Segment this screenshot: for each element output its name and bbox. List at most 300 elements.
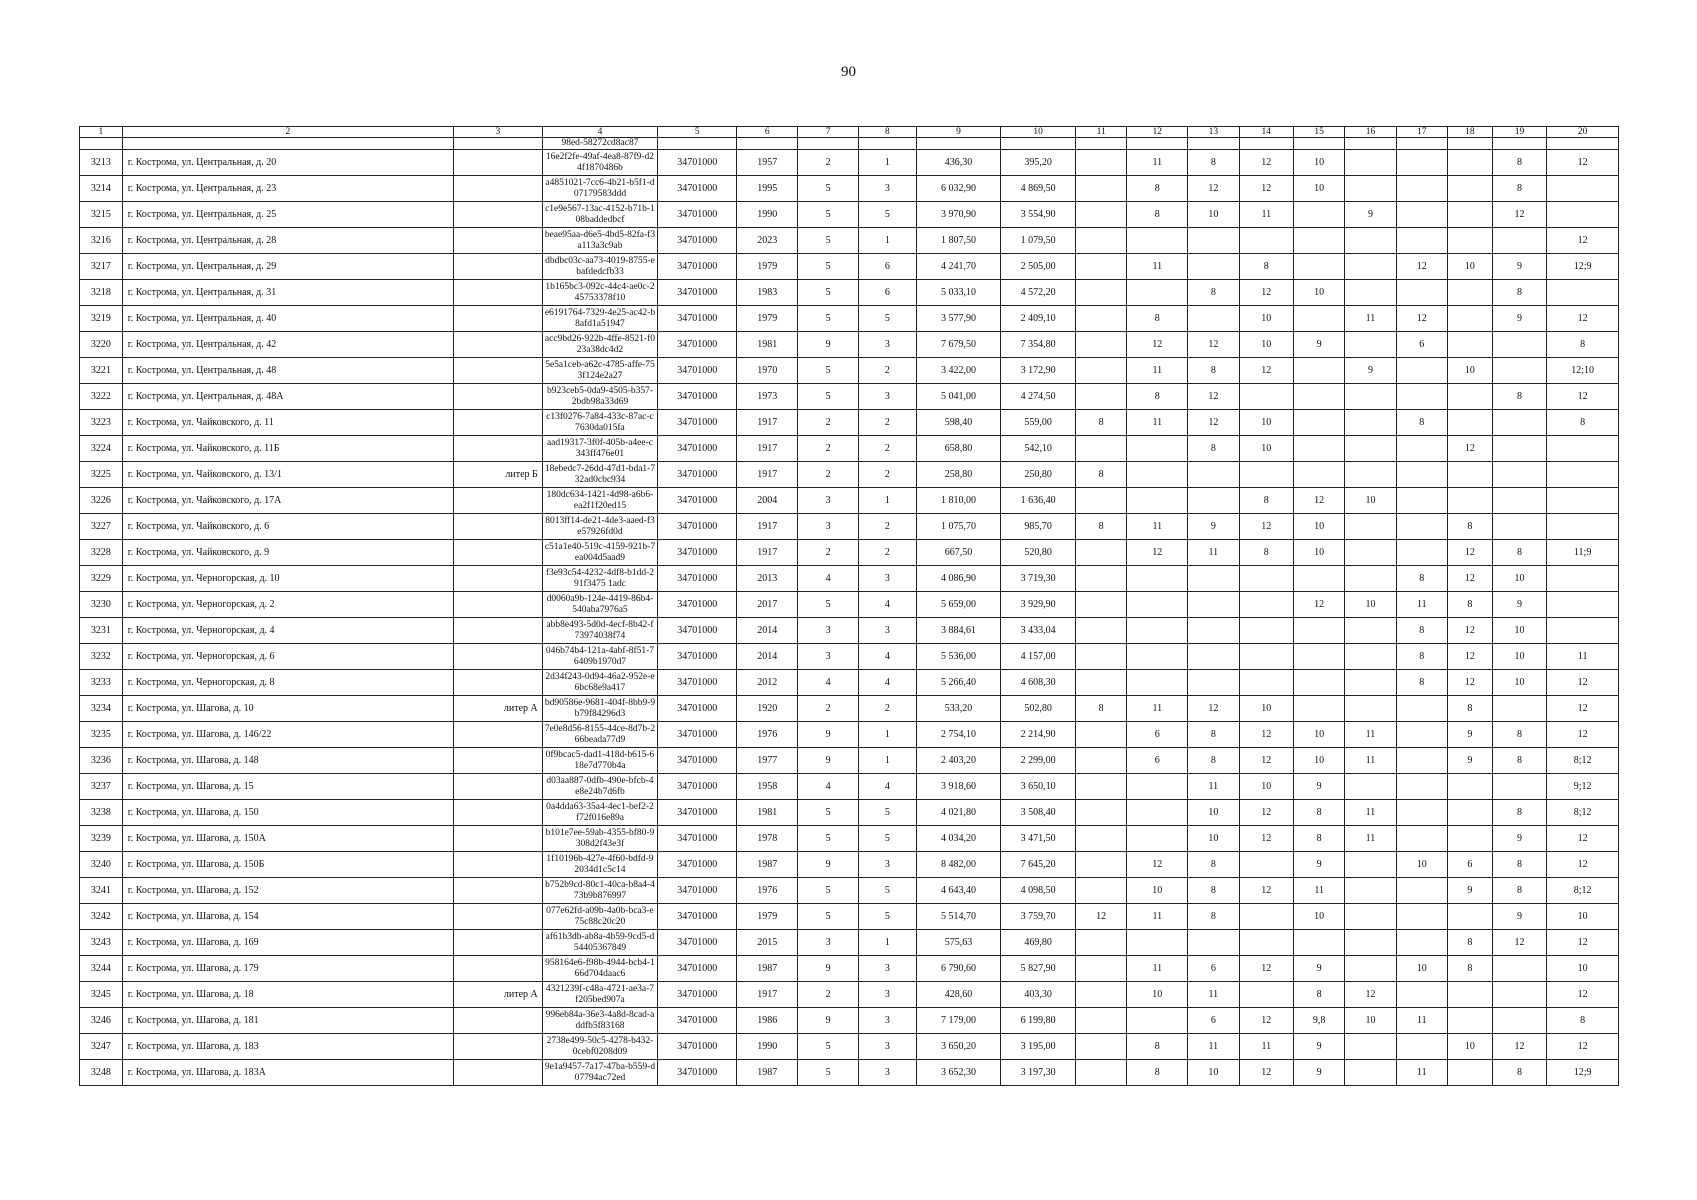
cell-col-11 <box>1076 1008 1127 1034</box>
cell-col-6: 1987 <box>737 1060 798 1086</box>
cell-col-5: 34701000 <box>658 306 737 332</box>
cell-col-2: г. Кострома, ул. Центральная, д. 40 <box>122 306 453 332</box>
cell-col-1: 3226 <box>80 488 123 514</box>
cell-col-17: 11 <box>1396 1008 1447 1034</box>
cell-col-8: 2 <box>859 514 917 540</box>
cell-col-15 <box>1294 462 1345 488</box>
cell-col-14: 12 <box>1239 280 1294 306</box>
cell-col-15: 9 <box>1294 332 1345 358</box>
cell-col-10: 2 214,90 <box>1001 722 1076 748</box>
cell-col-14: 10 <box>1239 774 1294 800</box>
cell-col-7: 5 <box>798 1060 859 1086</box>
cell-col-6: 2023 <box>737 228 798 254</box>
cell-col-18: 6 <box>1447 852 1492 878</box>
cell-col-16 <box>1345 150 1396 176</box>
cell-col-3 <box>454 904 543 930</box>
cell-col-6: 1917 <box>737 410 798 436</box>
cell-col-12: 12 <box>1127 852 1188 878</box>
cell-col-7: 9 <box>798 852 859 878</box>
cell-col-4: b101e7ee-59ab-4355-bf80-9308d2f43e3f <box>542 826 657 852</box>
cell-col-4: 0a4dda63-35a4-4ec1-bef2-2f72f016e89a <box>542 800 657 826</box>
cell-col-11 <box>1076 644 1127 670</box>
cell-col-4: c51a1e40-519c-4159-921b-7ea004d5aad9 <box>542 540 657 566</box>
cell-col-12 <box>1127 670 1188 696</box>
cell-col-6: 1917 <box>737 514 798 540</box>
cell-col-3: литер А <box>454 696 543 722</box>
cell-col-5: 34701000 <box>658 748 737 774</box>
cell-col-14 <box>1239 852 1294 878</box>
cell-col-1: 3216 <box>80 228 123 254</box>
cell-col-10: 7 354,80 <box>1001 332 1076 358</box>
empty-cell <box>1294 138 1345 150</box>
cell-col-4: 046b74b4-121a-4abf-8f51-76409b1970d7 <box>542 644 657 670</box>
cell-col-7: 2 <box>798 462 859 488</box>
cell-col-1: 3233 <box>80 670 123 696</box>
cell-col-20: 12 <box>1547 982 1619 1008</box>
cell-col-20: 12 <box>1547 306 1619 332</box>
cell-col-5: 34701000 <box>658 930 737 956</box>
cell-col-19: 8 <box>1492 722 1547 748</box>
cell-col-4: acc9bd26-922b-4ffe-8521-f023a38dc4d2 <box>542 332 657 358</box>
cell-col-2: г. Кострома, ул. Черногорская, д. 2 <box>122 592 453 618</box>
cell-col-14: 8 <box>1239 254 1294 280</box>
cell-col-9: 4 643,40 <box>916 878 1000 904</box>
cell-col-1: 3213 <box>80 150 123 176</box>
cell-col-13: 12 <box>1188 176 1239 202</box>
cell-col-19: 8 <box>1492 748 1547 774</box>
cell-col-19 <box>1492 956 1547 982</box>
cell-col-10: 520,80 <box>1001 540 1076 566</box>
cell-col-8: 2 <box>859 410 917 436</box>
cell-col-18: 9 <box>1447 878 1492 904</box>
cell-col-2: г. Кострома, ул. Шагова, д. 148 <box>122 748 453 774</box>
cell-col-4: 2738e499-50c5-4278-b432-0cebf0208d09 <box>542 1034 657 1060</box>
cell-col-5: 34701000 <box>658 540 737 566</box>
cell-col-2: г. Кострома, ул. Шагова, д. 18 <box>122 982 453 1008</box>
cell-col-17 <box>1396 748 1447 774</box>
cell-col-7: 2 <box>798 540 859 566</box>
cell-col-16 <box>1345 332 1396 358</box>
cell-col-18: 12 <box>1447 644 1492 670</box>
column-number-19: 19 <box>1492 127 1547 138</box>
cell-col-19 <box>1492 462 1547 488</box>
cell-col-13: 8 <box>1188 904 1239 930</box>
cell-col-14 <box>1239 930 1294 956</box>
cell-col-16 <box>1345 670 1396 696</box>
cell-col-12 <box>1127 826 1188 852</box>
cell-col-4: 4321239f-c48a-4721-ae3a-7f205bed907a <box>542 982 657 1008</box>
cell-col-2: г. Кострома, ул. Шагова, д. 179 <box>122 956 453 982</box>
cell-col-19 <box>1492 358 1547 384</box>
cell-col-1: 3238 <box>80 800 123 826</box>
cell-col-15 <box>1294 644 1345 670</box>
cell-col-17 <box>1396 774 1447 800</box>
cell-col-18 <box>1447 982 1492 1008</box>
cell-col-3 <box>454 358 543 384</box>
cell-col-4: 8013ff14-de21-4de3-aaed-f3e57926fd0d <box>542 514 657 540</box>
cell-col-14 <box>1239 904 1294 930</box>
cell-col-11 <box>1076 878 1127 904</box>
cell-col-18 <box>1447 826 1492 852</box>
cell-col-14: 12 <box>1239 176 1294 202</box>
cell-col-20: 9;12 <box>1547 774 1619 800</box>
cell-col-11 <box>1076 670 1127 696</box>
column-number-1: 1 <box>80 127 123 138</box>
cell-col-3 <box>454 878 543 904</box>
cell-col-18: 12 <box>1447 618 1492 644</box>
cell-col-4: 996eb84a-36e3-4a8d-8cad-addfb5f83168 <box>542 1008 657 1034</box>
cell-col-20: 8 <box>1547 1008 1619 1034</box>
cell-col-8: 5 <box>859 878 917 904</box>
cell-col-17 <box>1396 878 1447 904</box>
cell-col-13 <box>1188 462 1239 488</box>
cell-col-10: 4 572,20 <box>1001 280 1076 306</box>
table-row <box>80 488 1619 514</box>
cell-col-10: 395,20 <box>1001 150 1076 176</box>
table-row <box>80 592 1619 618</box>
cell-col-10: 3 650,10 <box>1001 774 1076 800</box>
page-number: 90 <box>841 64 856 80</box>
cell-col-1: 3239 <box>80 826 123 852</box>
cell-col-20: 12 <box>1547 228 1619 254</box>
cell-col-5: 34701000 <box>658 332 737 358</box>
cell-col-15 <box>1294 566 1345 592</box>
table-row <box>80 540 1619 566</box>
cell-col-8: 4 <box>859 670 917 696</box>
cell-col-10: 4 274,50 <box>1001 384 1076 410</box>
cell-col-2: г. Кострома, ул. Чайковского, д. 17А <box>122 488 453 514</box>
cell-col-1: 3224 <box>80 436 123 462</box>
cell-col-6: 1920 <box>737 696 798 722</box>
cell-col-2: г. Кострома, ул. Шагова, д. 152 <box>122 878 453 904</box>
cell-col-5: 34701000 <box>658 878 737 904</box>
cell-col-16 <box>1345 878 1396 904</box>
cell-col-20: 8;12 <box>1547 800 1619 826</box>
cell-col-7: 9 <box>798 956 859 982</box>
cell-col-6: 2014 <box>737 618 798 644</box>
cell-col-19 <box>1492 410 1547 436</box>
cell-col-20: 8;12 <box>1547 748 1619 774</box>
column-number-7: 7 <box>798 127 859 138</box>
cell-col-18: 12 <box>1447 436 1492 462</box>
cell-col-19: 8 <box>1492 878 1547 904</box>
cell-col-1: 3228 <box>80 540 123 566</box>
cell-col-8: 3 <box>859 332 917 358</box>
cell-col-13: 8 <box>1188 436 1239 462</box>
cell-col-1: 3222 <box>80 384 123 410</box>
cell-col-12: 10 <box>1127 982 1188 1008</box>
cell-col-4: 958164e6-f98b-4944-bcb4-166d704daac6 <box>542 956 657 982</box>
cell-col-13 <box>1188 228 1239 254</box>
cell-col-6: 1958 <box>737 774 798 800</box>
cell-col-11 <box>1076 1034 1127 1060</box>
cell-col-18 <box>1447 774 1492 800</box>
cell-col-8: 2 <box>859 436 917 462</box>
cell-col-16: 11 <box>1345 826 1396 852</box>
cell-col-17 <box>1396 436 1447 462</box>
table-row <box>80 462 1619 488</box>
cell-col-14 <box>1239 670 1294 696</box>
empty-cell <box>1345 138 1396 150</box>
cell-col-16: 11 <box>1345 306 1396 332</box>
cell-col-5: 34701000 <box>658 462 737 488</box>
cell-col-5: 34701000 <box>658 488 737 514</box>
cell-col-20: 11 <box>1547 644 1619 670</box>
cell-col-4: a4851021-7cc6-4b21-b5f1-d07179583ddd <box>542 176 657 202</box>
cell-col-2: г. Кострома, ул. Центральная, д. 31 <box>122 280 453 306</box>
cell-col-13 <box>1188 566 1239 592</box>
cell-col-11 <box>1076 384 1127 410</box>
cell-col-20 <box>1547 436 1619 462</box>
cell-col-16: 12 <box>1345 982 1396 1008</box>
cell-col-8: 2 <box>859 696 917 722</box>
cell-col-2: г. Кострома, ул. Черногорская, д. 6 <box>122 644 453 670</box>
cell-col-7: 3 <box>798 488 859 514</box>
cell-col-19: 8 <box>1492 852 1547 878</box>
cell-col-9: 6 032,90 <box>916 176 1000 202</box>
cell-col-7: 5 <box>798 384 859 410</box>
cell-col-15: 9 <box>1294 1034 1345 1060</box>
cell-col-20: 12;9 <box>1547 254 1619 280</box>
cell-col-20: 12 <box>1547 1034 1619 1060</box>
cell-col-12: 11 <box>1127 956 1188 982</box>
cell-col-7: 3 <box>798 514 859 540</box>
cell-col-7: 9 <box>798 1008 859 1034</box>
cell-col-20: 12 <box>1547 722 1619 748</box>
cell-col-3 <box>454 618 543 644</box>
cell-col-3 <box>454 150 543 176</box>
cell-col-16 <box>1345 436 1396 462</box>
cell-col-18 <box>1447 904 1492 930</box>
cell-col-11: 8 <box>1076 696 1127 722</box>
cell-col-8: 1 <box>859 150 917 176</box>
cell-col-8: 4 <box>859 644 917 670</box>
cell-col-19 <box>1492 436 1547 462</box>
column-number-18: 18 <box>1447 127 1492 138</box>
cell-col-14: 12 <box>1239 800 1294 826</box>
column-number-16: 16 <box>1345 127 1396 138</box>
cell-col-14 <box>1239 644 1294 670</box>
cell-col-16: 9 <box>1345 202 1396 228</box>
cell-col-16: 11 <box>1345 748 1396 774</box>
cell-col-14: 10 <box>1239 306 1294 332</box>
cell-col-20: 12 <box>1547 150 1619 176</box>
cell-col-11 <box>1076 280 1127 306</box>
column-number-5: 5 <box>658 127 737 138</box>
cell-col-6: 1970 <box>737 358 798 384</box>
cell-col-19: 8 <box>1492 384 1547 410</box>
cell-col-19: 8 <box>1492 1060 1547 1086</box>
cell-col-12 <box>1127 800 1188 826</box>
cell-col-14: 11 <box>1239 1034 1294 1060</box>
cell-col-8: 5 <box>859 306 917 332</box>
cell-col-8: 3 <box>859 618 917 644</box>
cell-col-12 <box>1127 462 1188 488</box>
cell-col-16 <box>1345 176 1396 202</box>
cell-col-4: aad19317-3f0f-405b-a4ee-c343ff476e01 <box>542 436 657 462</box>
cell-col-6: 1973 <box>737 384 798 410</box>
cell-col-8: 2 <box>859 358 917 384</box>
cell-col-12: 10 <box>1127 878 1188 904</box>
cell-col-18: 9 <box>1447 748 1492 774</box>
cell-col-5: 34701000 <box>658 280 737 306</box>
cell-col-16: 9 <box>1345 358 1396 384</box>
cell-col-9: 3 918,60 <box>916 774 1000 800</box>
cell-col-8: 1 <box>859 748 917 774</box>
cell-col-8: 3 <box>859 384 917 410</box>
cell-col-15: 10 <box>1294 176 1345 202</box>
cell-col-19: 10 <box>1492 618 1547 644</box>
cell-col-6: 2013 <box>737 566 798 592</box>
cell-col-2: г. Кострома, ул. Шагова, д. 183А <box>122 1060 453 1086</box>
cell-col-4: 1b165bc3-092c-44c4-ae0c-245753378f10 <box>542 280 657 306</box>
cell-col-15 <box>1294 436 1345 462</box>
cell-col-6: 2017 <box>737 592 798 618</box>
empty-cell <box>658 138 737 150</box>
cell-col-20: 12 <box>1547 826 1619 852</box>
cell-col-10: 3 719,30 <box>1001 566 1076 592</box>
cell-col-9: 2 403,20 <box>916 748 1000 774</box>
cell-col-12: 6 <box>1127 748 1188 774</box>
cell-col-11 <box>1076 228 1127 254</box>
cell-col-6: 1978 <box>737 826 798 852</box>
table-row <box>80 748 1619 774</box>
cell-col-12: 11 <box>1127 904 1188 930</box>
cell-col-17 <box>1396 176 1447 202</box>
cell-col-18: 8 <box>1447 930 1492 956</box>
cell-col-19: 9 <box>1492 306 1547 332</box>
cell-col-15: 10 <box>1294 150 1345 176</box>
cell-col-4: 2d34f243-0d94-46a2-952e-e6bc68e9a417 <box>542 670 657 696</box>
cell-col-6: 1917 <box>737 540 798 566</box>
cell-col-18 <box>1447 384 1492 410</box>
cell-col-9: 7 179,00 <box>916 1008 1000 1034</box>
empty-cell <box>1547 138 1619 150</box>
cell-col-9: 3 884,61 <box>916 618 1000 644</box>
cell-col-17: 11 <box>1396 592 1447 618</box>
cell-col-9: 3 650,20 <box>916 1034 1000 1060</box>
cell-col-20: 10 <box>1547 904 1619 930</box>
cell-col-17 <box>1396 228 1447 254</box>
table-row <box>80 514 1619 540</box>
cell-col-17 <box>1396 384 1447 410</box>
cell-col-19: 12 <box>1492 202 1547 228</box>
cell-col-15: 9 <box>1294 852 1345 878</box>
cell-col-14 <box>1239 228 1294 254</box>
cell-col-18 <box>1447 1008 1492 1034</box>
cell-col-17: 8 <box>1396 670 1447 696</box>
cell-col-6: 1979 <box>737 904 798 930</box>
table-row <box>80 982 1619 1008</box>
cell-col-10: 985,70 <box>1001 514 1076 540</box>
cell-col-11 <box>1076 150 1127 176</box>
cell-col-10: 502,80 <box>1001 696 1076 722</box>
cell-col-7: 5 <box>798 904 859 930</box>
cell-col-1: 3234 <box>80 696 123 722</box>
table-row <box>80 410 1619 436</box>
cell-col-17 <box>1396 540 1447 566</box>
table-row <box>80 228 1619 254</box>
cell-col-7: 5 <box>798 1034 859 1060</box>
cell-col-3 <box>454 488 543 514</box>
cell-col-18: 8 <box>1447 696 1492 722</box>
cell-col-2: г. Кострома, ул. Шагова, д. 146/22 <box>122 722 453 748</box>
cell-col-12: 11 <box>1127 696 1188 722</box>
cell-col-12: 8 <box>1127 306 1188 332</box>
cell-col-13: 12 <box>1188 332 1239 358</box>
cell-col-18: 10 <box>1447 254 1492 280</box>
cell-col-11 <box>1076 436 1127 462</box>
cell-col-19: 8 <box>1492 280 1547 306</box>
cell-col-9: 1 807,50 <box>916 228 1000 254</box>
cell-col-1: 3231 <box>80 618 123 644</box>
empty-cell <box>454 138 543 150</box>
cell-col-5: 34701000 <box>658 514 737 540</box>
cell-col-15: 12 <box>1294 488 1345 514</box>
cell-col-6: 1977 <box>737 748 798 774</box>
cell-col-12 <box>1127 228 1188 254</box>
cell-col-7: 2 <box>798 982 859 1008</box>
cell-col-19: 12 <box>1492 930 1547 956</box>
cell-col-5: 34701000 <box>658 202 737 228</box>
cell-col-9: 5 266,40 <box>916 670 1000 696</box>
table-row <box>80 1060 1619 1086</box>
cell-col-8: 3 <box>859 956 917 982</box>
cell-col-9: 428,60 <box>916 982 1000 1008</box>
cell-col-11 <box>1076 748 1127 774</box>
cell-col-4: abb8e493-5d0d-4ecf-8b42-f73974038f74 <box>542 618 657 644</box>
cell-col-9: 7 679,50 <box>916 332 1000 358</box>
cell-col-5: 34701000 <box>658 722 737 748</box>
cell-col-10: 3 759,70 <box>1001 904 1076 930</box>
cell-col-10: 2 505,00 <box>1001 254 1076 280</box>
column-number-14: 14 <box>1239 127 1294 138</box>
cell-col-13: 10 <box>1188 826 1239 852</box>
cell-col-17: 8 <box>1396 618 1447 644</box>
cell-col-13: 6 <box>1188 956 1239 982</box>
cell-col-18 <box>1447 1060 1492 1086</box>
cell-col-1: 3244 <box>80 956 123 982</box>
cell-col-5: 34701000 <box>658 1008 737 1034</box>
cell-col-13 <box>1188 644 1239 670</box>
cell-col-19: 8 <box>1492 150 1547 176</box>
cell-col-19: 10 <box>1492 644 1547 670</box>
table-row <box>80 644 1619 670</box>
cell-col-9: 5 514,70 <box>916 904 1000 930</box>
column-number-3: 3 <box>454 127 543 138</box>
cell-col-9: 2 754,10 <box>916 722 1000 748</box>
cell-col-16 <box>1345 618 1396 644</box>
cell-col-1: 3227 <box>80 514 123 540</box>
cell-col-15 <box>1294 696 1345 722</box>
cell-col-8: 5 <box>859 904 917 930</box>
cell-col-1: 3217 <box>80 254 123 280</box>
cell-col-9: 4 021,80 <box>916 800 1000 826</box>
cell-col-8: 4 <box>859 774 917 800</box>
cell-col-13: 8 <box>1188 748 1239 774</box>
cell-col-8: 3 <box>859 1060 917 1086</box>
cell-col-6: 1979 <box>737 254 798 280</box>
cell-col-15 <box>1294 930 1345 956</box>
cell-col-3 <box>454 1060 543 1086</box>
cell-col-13: 10 <box>1188 800 1239 826</box>
cell-col-11 <box>1076 566 1127 592</box>
cell-col-14 <box>1239 592 1294 618</box>
cell-col-16 <box>1345 410 1396 436</box>
cell-col-19: 12 <box>1492 1034 1547 1060</box>
cell-col-6: 1990 <box>737 202 798 228</box>
cell-col-18 <box>1447 306 1492 332</box>
